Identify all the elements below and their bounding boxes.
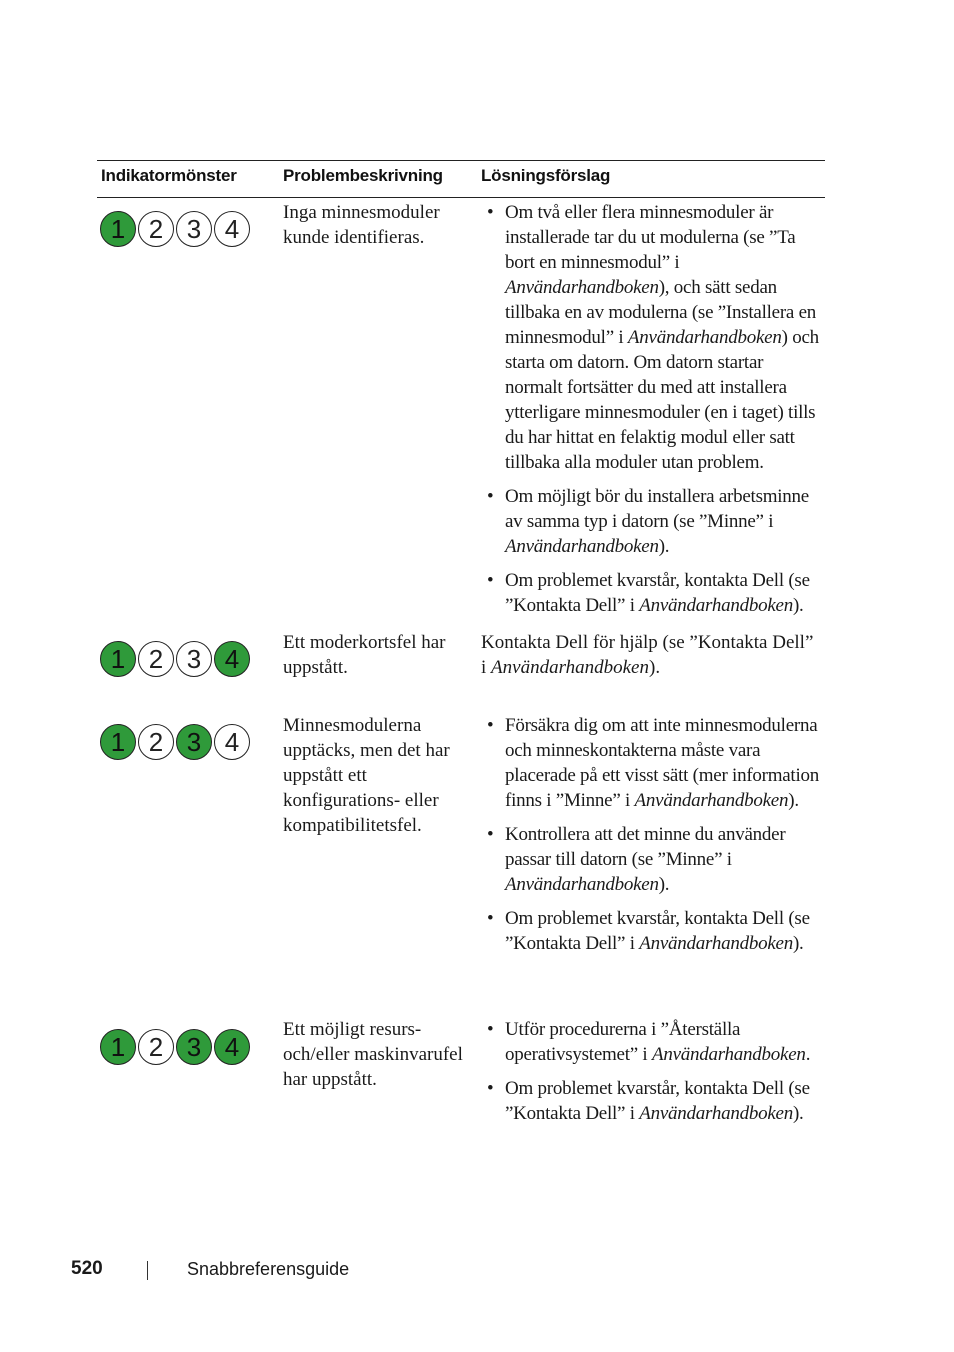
solution-bullet: • Om problemet kvarstår, kontakta Dell (se ”Kontakta Dell” i Användarhandboken).: [481, 1076, 821, 1126]
problem-row-2: Ett moderkortsfel har uppstått.: [283, 632, 446, 678]
solution-bullet: • Utför procedurerna i ”Återställa operativsystemet” i Användarhandboken.: [481, 1017, 821, 1067]
solution-bullet: • Kontrollera att det minne du använder passar till datorn (se ”Minne” i Användarhandboken).: [481, 822, 821, 897]
problem-row-1: Inga minnesmoduler kunde identifieras.: [283, 202, 440, 248]
footer-divider: [147, 1261, 148, 1280]
led-1-icon: 1: [100, 1029, 136, 1065]
solution-bullet: • Om problemet kvarstår, kontakta Dell (se ”Kontakta Dell” i Användarhandboken).: [481, 568, 821, 618]
led-4-icon: 4: [214, 211, 250, 247]
solution-row-2: Kontakta Dell för hjälp (se ”Kontakta Dell” i Användarhandboken).: [481, 632, 814, 678]
problem-row-4: Ett möjligt resurs- och/eller maskinvarufel har uppstått.: [283, 1019, 463, 1090]
table-top-rule: [97, 160, 825, 161]
indicator-pattern-row-3: [100, 724, 250, 762]
problem-row-3: Minnesmodulerna upptäcks, men det har uppstått ett konfigurations- eller kompatibilitetsfel.: [283, 715, 450, 836]
solution-list-row-3: [481, 713, 821, 965]
solution-list-row-1: [481, 200, 821, 627]
indicator-pattern-row-1: [100, 211, 250, 249]
indicator-pattern-row-4: [100, 1029, 250, 1067]
led-2-icon: 2: [138, 1029, 174, 1065]
solution-bullet: • Försäkra dig om att inte minnesmodulerna och minneskontakterna måste vara placerade på ett visst sätt (mer information finns i ”Minne” i Användarhandboken).: [481, 713, 821, 813]
led-3-icon: 3: [176, 211, 212, 247]
led-4-icon: 4: [214, 641, 250, 677]
led-4-icon: 4: [214, 1029, 250, 1065]
led-3-icon: 3: [176, 641, 212, 677]
led-2-icon: 2: [138, 724, 174, 760]
led-4-icon: 4: [214, 724, 250, 760]
led-1-icon: 1: [100, 211, 136, 247]
header-solution: Lösningsförslag: [481, 166, 611, 185]
solution-bullet: • Om möjligt bör du installera arbetsminne av samma typ i datorn (se ”Minne” i Användarhandboken).: [481, 484, 821, 559]
led-3-icon: 3: [176, 1029, 212, 1065]
led-1-icon: 1: [100, 724, 136, 760]
solution-list-row-4: [481, 1017, 821, 1135]
led-1-icon: 1: [100, 641, 136, 677]
led-2-icon: 2: [138, 641, 174, 677]
header-indicator: Indikatormönster: [101, 166, 237, 185]
solution-bullet: • Om problemet kvarstår, kontakta Dell (se ”Kontakta Dell” i Användarhandboken).: [481, 906, 821, 956]
indicator-pattern-row-2: [100, 641, 250, 679]
led-2-icon: 2: [138, 211, 174, 247]
page-number: 520: [71, 1258, 103, 1279]
footer-title: Snabbreferensguide: [187, 1259, 350, 1279]
table-header-rule: [97, 197, 825, 198]
header-problem: Problembeskrivning: [283, 166, 443, 185]
led-3-icon: 3: [176, 724, 212, 760]
solution-bullet: • Om två eller flera minnesmoduler är installerade tar du ut modulerna (se ”Ta bort en minnesmodul” i Användarhandboken), och sätt sedan tillbaka en av modulerna (se ”Installera en minnesmodul” i Användarhandboken) och starta om datorn. Om datorn startar normalt fortsätter du med att installera ytterligare minnesmoduler (en i taget) tills du har hittat en felaktig modul eller satt tillbaka alla moduler utan problem.: [481, 200, 821, 475]
